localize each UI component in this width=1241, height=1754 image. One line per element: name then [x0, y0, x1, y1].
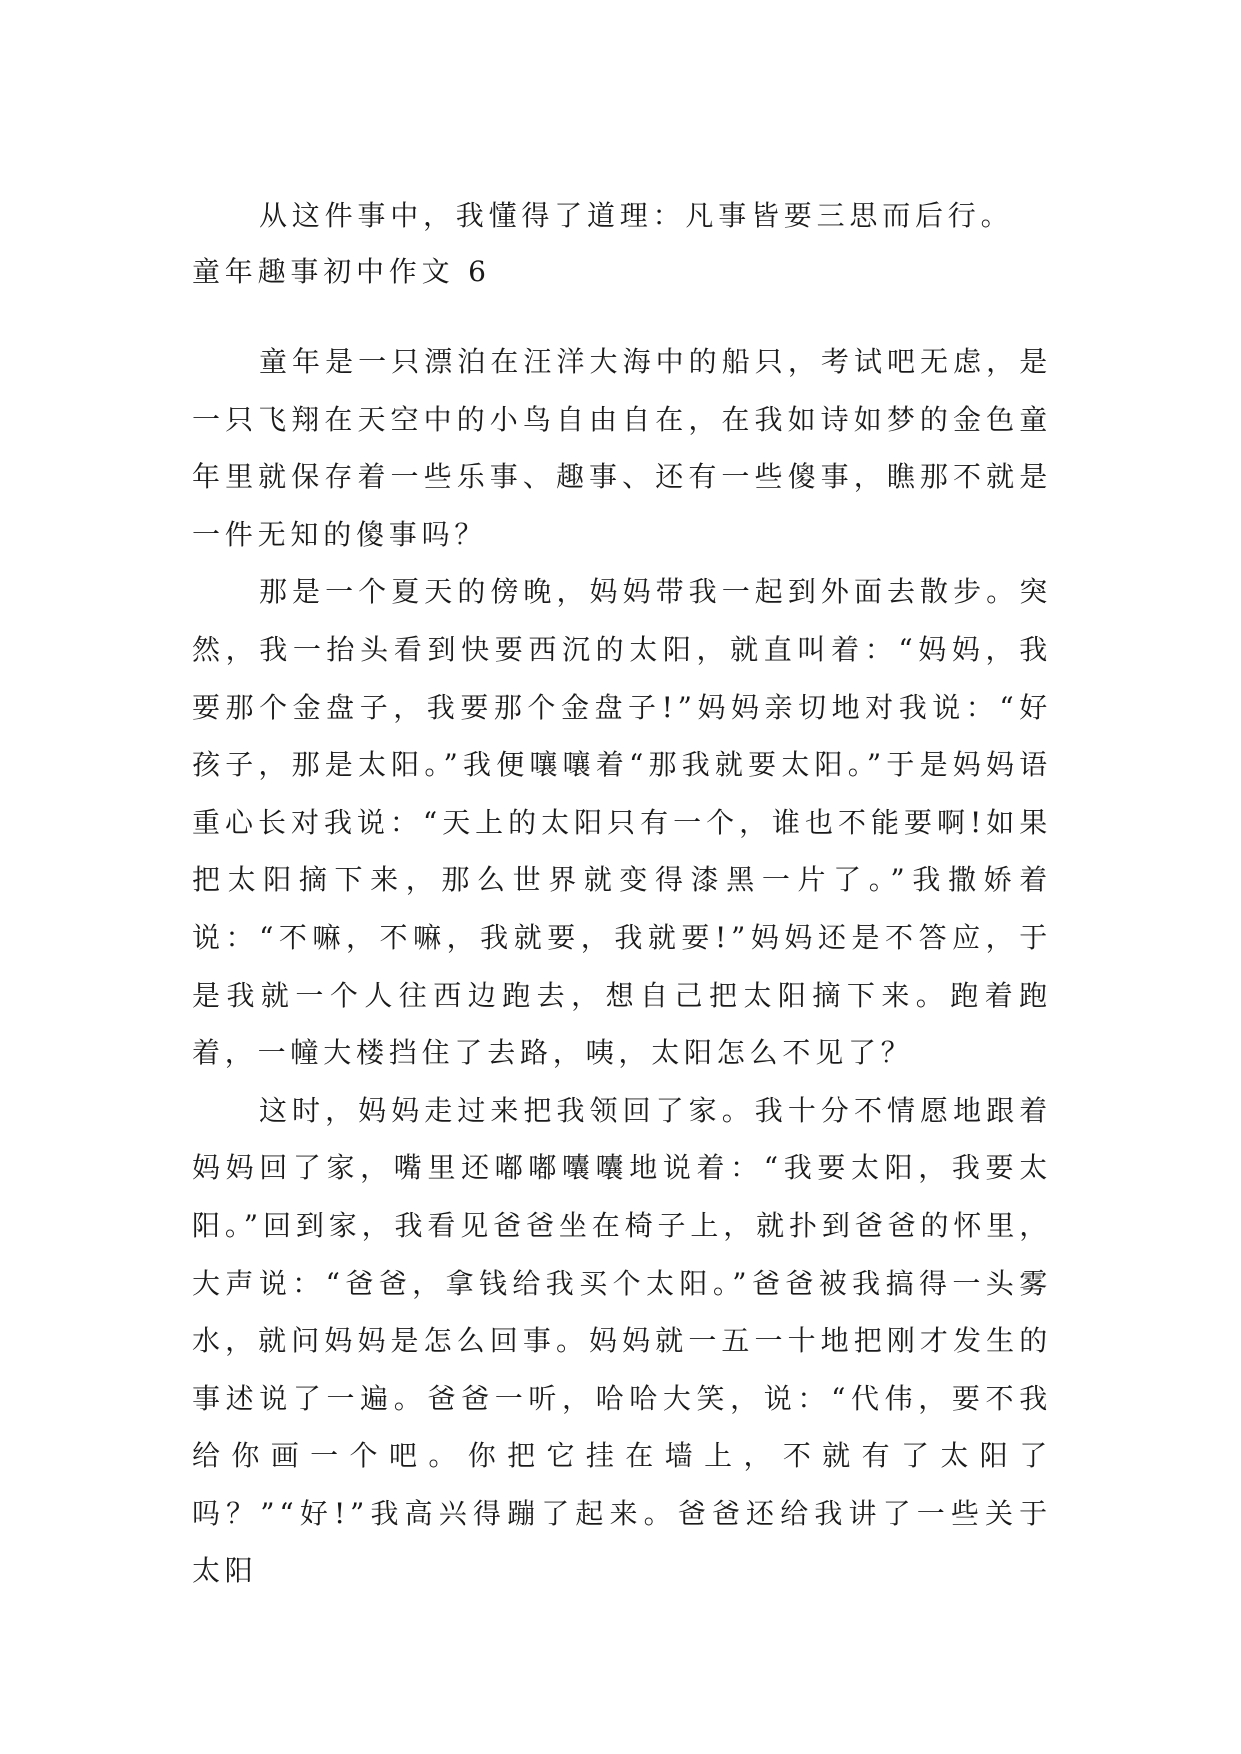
body-paragraph: 那是一个夏天的傍晚，妈妈带我一起到外面去散步。突然，我一抬头看到快要西沉的太阳，就直叫着：“妈妈，我要那个金盘子，我要那个金盘子!”妈妈亲切地对我说：“好孩子，那是太阳。”我便嚷嚷着“那我就要太阳。”于是妈妈语重心长对我说：“天上的太阳只有一个，谁也不能要啊!如果把太阳摘下来，那么世界就变得漆黑一片了。”我撒娇着说：“不嘛，不嘛，我就要，我就要!”妈妈还是不答应，于是我就一个人往西边跑去，想自己把太阳摘下来。跑着跑着，一幢大楼挡住了去路，咦，太阳怎么不见了？ [192, 575, 1052, 1070]
body-paragraph: 童年是一只漂泊在汪洋大海中的船只，考试吧无虑，是一只飞翔在天空中的小鸟自由自在，在我如诗如梦的金色童年里就保存着一些乐事、趣事、还有一些傻事，瞧那不就是一件无知的傻事吗？ [192, 345, 1052, 551]
conclusion-paragraph: 从这件事中，我懂得了道理：凡事皆要三思而后行。 [259, 199, 1014, 232]
essay-body [192, 333, 1052, 1600]
essay-heading: 童年趣事初中作文 6 [192, 255, 491, 288]
body-paragraph: 这时，妈妈走过来把我领回了家。我十分不情愿地跟着妈妈回了家，嘴里还嘟嘟囔囔地说着：“我要太阳，我要太阳。”回到家，我看见爸爸坐在椅子上，就扑到爸爸的怀里，大声说：“爸爸，拿钱给我买个太阳。”爸爸被我搞得一头雾水，就问妈妈是怎么回事。妈妈就一五一十地把刚才发生的事述说了一遍。爸爸一听，哈哈大笑，说：“代伟，要不我给你画一个吧。你把它挂在墙上，不就有了太阳了吗？”“好!”我高兴得蹦了起来。爸爸还给我讲了一些关于太阳 [192, 1093, 1052, 1588]
